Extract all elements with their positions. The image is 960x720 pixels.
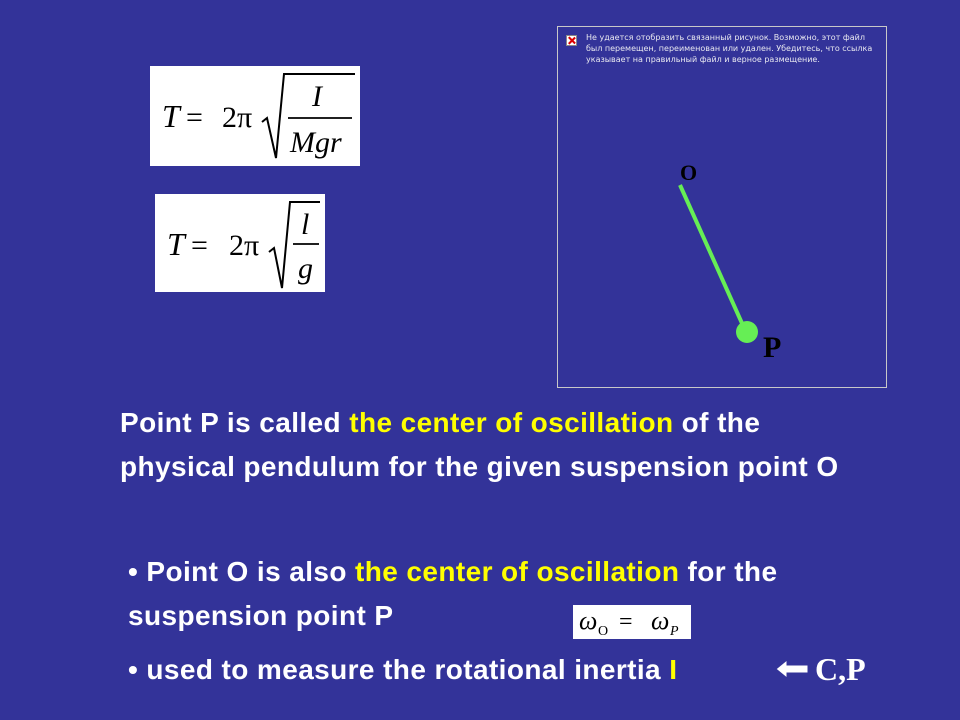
bullet-text: for the suspension point P <box>128 556 778 631</box>
period-equation-physical <box>150 66 360 171</box>
paragraph-text: of the physical pendulum for the given suspension point O <box>120 407 839 482</box>
omega-equals: = <box>619 609 633 635</box>
left-arrow-icon <box>774 657 810 681</box>
eq-lhs: T <box>162 98 180 134</box>
bullet-marker: • <box>128 556 139 587</box>
pendulum-rod <box>680 185 745 330</box>
omega-lhs-sub: O <box>598 624 609 639</box>
center-of-oscillation-paragraph <box>120 401 880 489</box>
eq-denominator: Mgr <box>290 126 342 159</box>
equation-svg <box>150 66 360 166</box>
eq-denominator: g <box>298 252 313 285</box>
bullet-highlight: I <box>669 654 678 685</box>
broken-image-message: Не удается отобразить связанный рисунок. Возможно, этот файл был перемещен, переименован или удален. Убедитесь, что ссылка указывает на правильный файл и верное размещение. <box>586 33 873 64</box>
cp-label: C,P <box>815 651 866 687</box>
bullet-highlight: the center of oscillation <box>355 556 680 587</box>
eq-equals: = <box>191 229 208 262</box>
eq-numerator: I <box>312 80 322 113</box>
bullet-rotational-inertia <box>128 648 677 692</box>
paragraph-text: Point P is called <box>120 407 350 438</box>
omega-lhs: ω <box>579 606 598 635</box>
bullet-marker: • <box>128 654 139 685</box>
omega-rhs-sub: P <box>670 624 679 639</box>
arrow-shape <box>776 660 808 678</box>
bullet-text: used to measure the rotational inertia <box>138 654 670 685</box>
pendulum-bob <box>736 321 758 343</box>
eq-coef: 2π <box>229 229 260 262</box>
paragraph-highlight: the center of oscillation <box>349 407 674 438</box>
bullet-point-o <box>128 550 898 638</box>
label-p: P <box>763 331 782 364</box>
eq-coef: 2π <box>222 101 253 134</box>
eq-lhs: T <box>167 226 185 262</box>
pendulum-diagram <box>557 26 887 388</box>
omega-rhs: ω <box>651 606 670 635</box>
period-equation-simple <box>155 194 325 297</box>
eq-equals: = <box>186 101 203 134</box>
eq-numerator: l <box>301 208 310 241</box>
omega-svg <box>573 605 691 639</box>
equation-svg <box>155 194 325 292</box>
label-o: O <box>680 160 698 185</box>
bullet-text: Point O is also <box>138 556 356 587</box>
omega-equation <box>573 605 691 644</box>
